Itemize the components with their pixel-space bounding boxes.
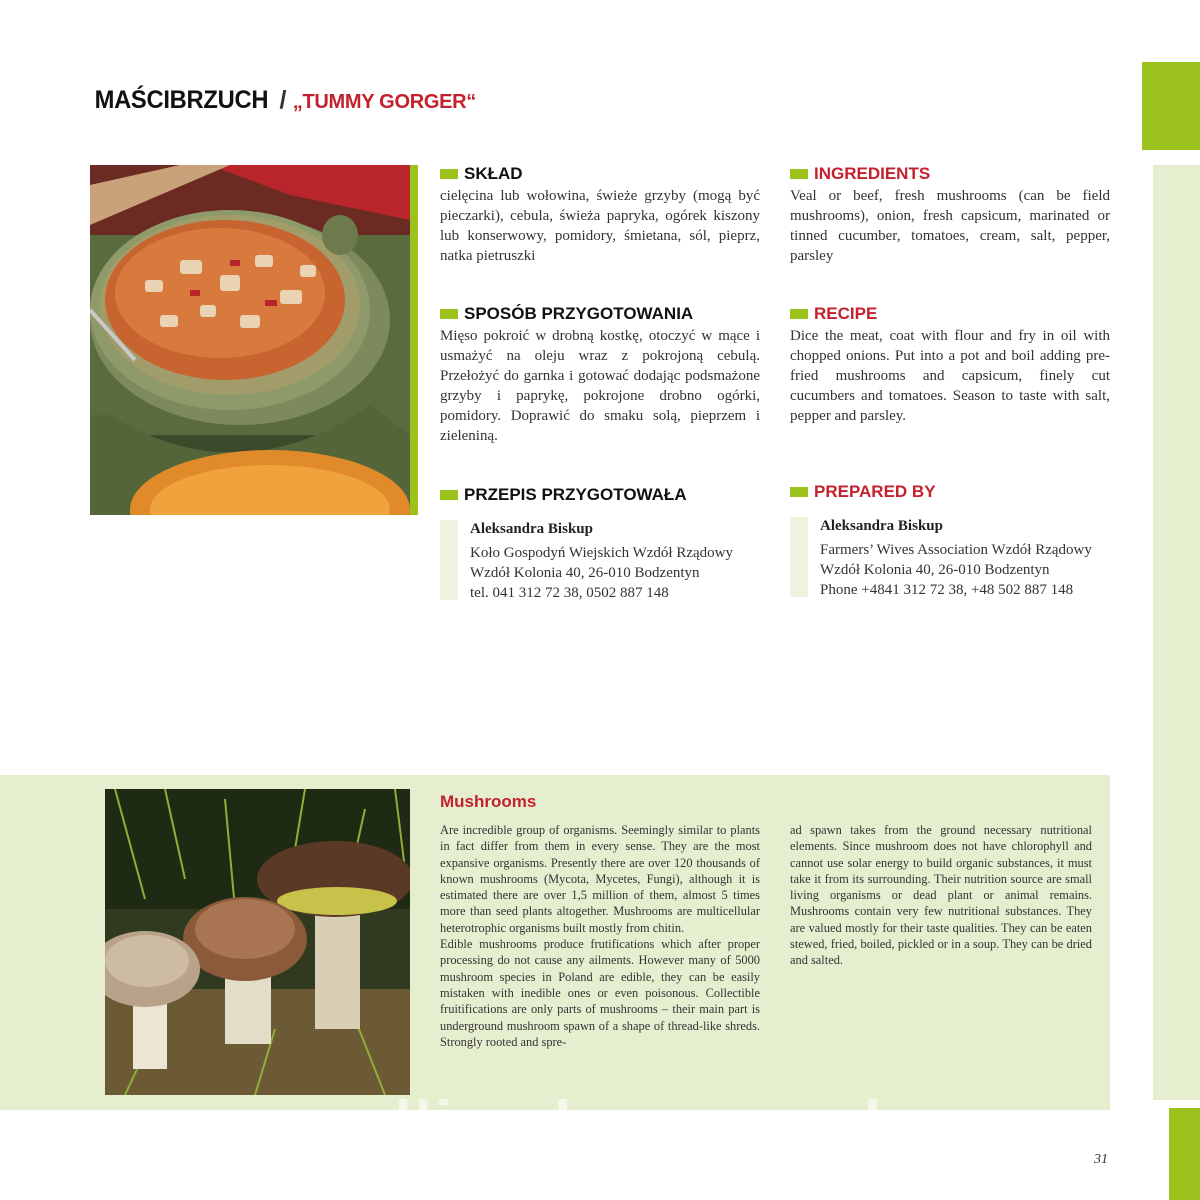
bullet-square-icon [440,309,458,319]
bullet-square-icon [440,169,458,179]
contact-line: Wzdół Kolonia 40, 26-010 Bodzentyn [820,562,1050,578]
dish-photo [90,165,410,515]
prepared-by-heading [790,482,936,502]
recipe-text: Dice the meat, coat with flour and fry in oil with chopped onions. Put into a pot and boil adding pre-fried mushrooms and capsicum, finely cut cucumbers and tomatoes. Season to taste with salt, pepper and parsley. [790,328,1110,424]
mushrooms-paragraph: Are incredible group of organisms. Seemingly similar to plants in fact differ from them in every sense. They are the most expansive organisms. Presently there are over 120 thousands of known mushrooms (Mycota, Mycetes, Fungi), although it is estimated there are over 1,5 million of them, almost 5 times more than seed plants altogether. Mushrooms are multicellular heterotrophic organisms built mostly from chitin. [440,823,760,935]
edge-tab-strip [1153,165,1200,1100]
ingredients-heading-label: INGREDIENTS [814,164,931,183]
przepis-heading [440,485,687,505]
contact-line: tel. 041 312 72 38, 0502 887 148 [470,585,669,601]
przepis-contact [470,519,733,603]
edge-tab-bottom [1169,1108,1200,1200]
photo-accent-bar [410,165,418,515]
sposob-heading-label: SPOSÓB PRZYGOTOWANIA [464,304,694,323]
author-name: Aleksandra Biskup [470,521,593,537]
sposob-heading [440,304,693,324]
mushrooms-photo [105,789,410,1095]
page-number: 31 [1094,1152,1108,1167]
soup-pot-illustration [90,165,410,515]
contact-bar-en [790,517,808,597]
recipe-heading [790,304,877,324]
contact-bar-pl [440,520,458,600]
title-english: „TUMMY GORGER“ [292,91,476,113]
sklad-heading-label: SKŁAD [464,164,523,183]
sklad-heading [440,164,523,184]
sklad-text: cielęcina lub wołowina, świeże grzyby (mogą być pieczarki), cebula, świeża papryka, ogórek kiszony lub konserwowy, pomidory, śmietana, sól, pieprz, natka pietruszki [440,188,760,264]
mushrooms-paragraph: ad spawn takes from the ground necessary nutritional elements. Since mushroom does not have chlorophyll and cannot use solar energy to build organic substances, it must take it from its surrounding. Their nutrition source are small living organisms or dead plant or animal remains. Mushrooms contain very few nutritional substances. They are valued mostly for their taste qualities. They can be eaten stewed, fried, boiled, pickled or in a soup. They can be dried and salted. [790,823,1092,968]
mushrooms-paragraph: Edible mushrooms produce frutifications which after proper processing do not cause any ailments. However many of 5000 mushroom species in Poland are edible, they can be easily mistaken with inedible ones or even poisonous. Collectible fruitifications are only parts of mushrooms – their main part is underground mushroom spawn of a shape of thread-like shreds. Strongly rooted and spre- [440,937,760,1049]
author-name: Aleksandra Biskup [820,518,943,534]
page-title [90,86,476,115]
mushrooms-heading: Mushrooms [440,792,537,811]
watermark: wedlinydomowe.pl [285,1089,885,1158]
prepared-by-heading-label: PREPARED BY [814,482,936,501]
prepared-by-contact [820,516,1092,600]
contact-line: Wzdół Kolonia 40, 26-010 Bodzentyn [470,565,700,581]
bullet-square-icon [790,487,808,497]
bullet-square-icon [440,490,458,500]
title-separator: / [279,86,287,114]
sposob-text: Mięso pokroić w drobną kostkę, otoczyć w mące i usmażyć na oleju wraz z pokrojoną cebulą. Przełożyć do garnka i gotować dodając podsmażone grzyby i paprykę, pokrojone drobno ogórki, pomidory. Doprawić do smaku solą, pieprzem i zieleniną. [440,328,760,444]
contact-line: Phone +4841 312 72 38, +48 502 887 148 [820,582,1074,598]
mushrooms-illustration [105,789,410,1095]
bullet-square-icon [790,309,808,319]
bullet-square-icon [790,169,808,179]
mushrooms-column-2 [790,822,1092,969]
recipe-heading-label: RECIPE [814,304,878,323]
title-polish: MAŚCIBRZUCH [94,86,269,114]
contact-line: Farmers’ Wives Association Wzdół Rządowy [820,542,1092,558]
mushrooms-column-1 [440,822,760,1050]
ingredients-text: Veal or beef, fresh mushrooms (can be field mushrooms), onion, fresh capsicum, marinated or tinned cucumber, tomatoes, cream, salt, pepper, parsley [790,188,1110,264]
edge-tab-top [1142,62,1200,150]
przepis-heading-label: PRZEPIS PRZYGOTOWAŁA [464,485,687,504]
contact-line: Koło Gospodyń Wiejskich Wzdół Rządowy [470,545,733,561]
ingredients-heading [790,164,930,184]
